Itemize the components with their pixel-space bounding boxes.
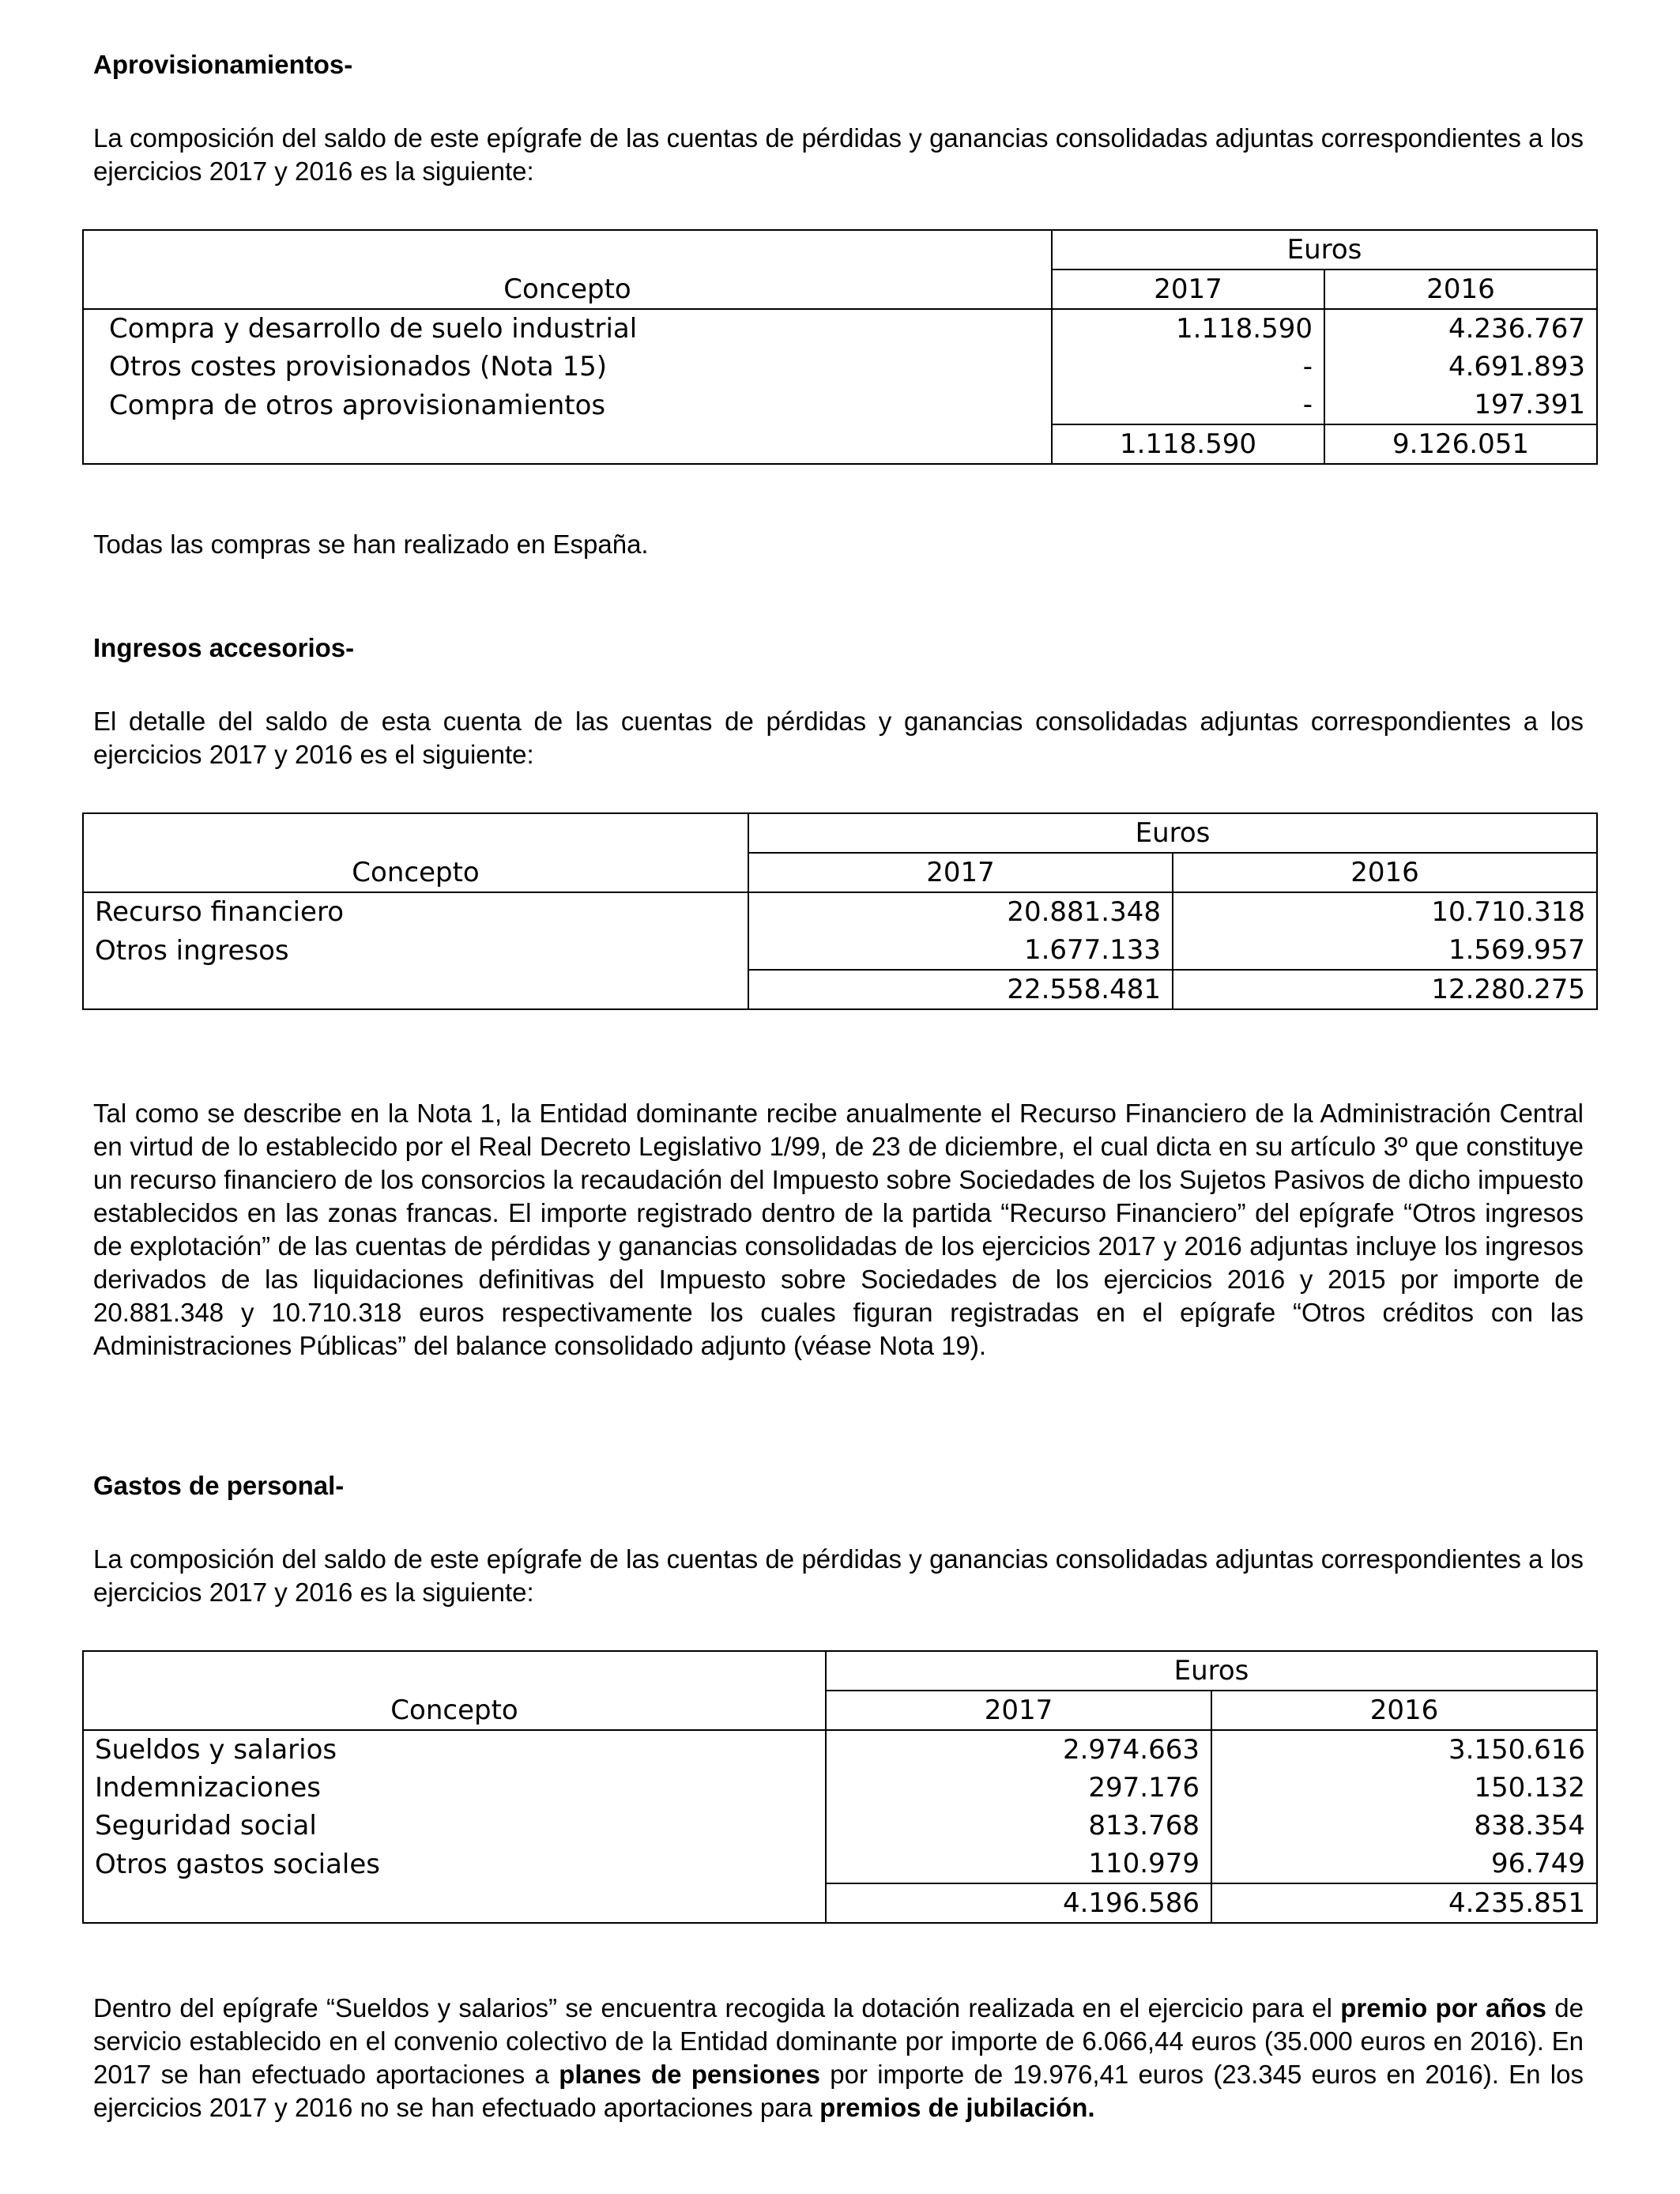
total-row (83, 1883, 1597, 1923)
value-2016: 1.569.957 (1173, 931, 1597, 970)
total-label-empty (83, 1883, 826, 1923)
value-2016: 4.691.893 (1324, 348, 1597, 386)
total-2016: 12.280.275 (1173, 970, 1597, 1009)
row-label: Recurso financiero (95, 896, 344, 928)
year-2016-header: 2016 (1173, 853, 1597, 892)
total-label-empty (83, 970, 748, 1009)
total-2017: 1.118.590 (1052, 424, 1324, 464)
year-2016-header: 2016 (1211, 1691, 1597, 1730)
value-2017: 813.768 (826, 1807, 1211, 1845)
euros-header: Euros (826, 1651, 1597, 1691)
total-row (83, 424, 1597, 464)
concept-header: Concepto (83, 813, 748, 892)
year-2016-header: 2016 (1324, 270, 1597, 309)
euros-header: Euros (1052, 230, 1597, 270)
value-2017: 20.881.348 (748, 892, 1173, 931)
table-row (83, 1807, 1597, 1845)
table-header-row (83, 813, 1597, 853)
table-row (83, 892, 1597, 931)
euros-header: Euros (748, 813, 1597, 853)
year-2017-header: 2017 (1052, 270, 1324, 309)
value-2017: - (1052, 386, 1324, 424)
row-label: Otros gastos sociales (95, 1848, 381, 1880)
row-label: Indemnizaciones (95, 1772, 321, 1804)
table-ingresos (82, 812, 1598, 1010)
row-label: Seguridad social (95, 1810, 317, 1842)
closing-bold-premio: premio por años (1340, 1993, 1547, 2022)
row-label: Sueldos y salarios (95, 1734, 337, 1766)
total-2016: 4.235.851 (1211, 1883, 1597, 1923)
explanation-recurso-financiero: Tal como se describe en la Nota 1, la Entidad dominante recibe anualmente el Recurso Financiero de la Administración Central en virtud de lo establecido por el Real Decreto Legislativo 1/99, de 23 de diciembre, el cual dicta en su artículo 3º que constituye un recurso financiero de los consorcios la recaudación del Impuesto sobre Sociedades de los Sujetos Pasivos de dicho impuesto establecidos en las zonas francas. El importe registrado dentro de la partida “Recurso Financiero” del epígrafe “Otros ingresos de explotación” de las cuentas de pérdidas y ganancias consolidadas de los ejercicios 2017 y 2016 adjuntas incluye los ingresos derivados de las liquidaciones definitivas del Impuesto sobre Sociedades de los ejercicios 2016 y 2015 por importe de 20.881.348 y 10.710.318 euros respectivamente los cuales figuran registradas en el epígrafe “Otros créditos con las Administraciones Públicas” del balance consolidado adjunto (véase Nota 19). (93, 1099, 1584, 1360)
closing-paragraph (93, 1992, 1584, 2124)
table-row (83, 386, 1597, 424)
year-2017-header: 2017 (748, 853, 1173, 892)
table-row (83, 931, 1597, 970)
heading-gastos: Gastos de personal- (93, 1471, 345, 1500)
closing-bold-planes: planes de pensiones (559, 2060, 820, 2089)
row-label: Compra y desarrollo de suelo industrial (109, 313, 638, 345)
intro-gastos: La composición del saldo de este epígrafe de las cuentas de pérdidas y ganancias consolidadas adjuntas correspondientes a los ejercicios 2017 y 2016 es la siguiente: (93, 1544, 1584, 1607)
value-2017: 297.176 (826, 1769, 1211, 1807)
concept-header: Concepto (83, 230, 1052, 309)
closing-text-2: de servicio establecido en el convenio colectivo de la Entidad dominante por importe de 6.066,44 euros (35.000 euros en 2016). En 2017 se han efectuado aportaciones a (93, 1993, 1584, 2089)
intro-aprovisionamientos: La composición del saldo de este epígrafe de las cuentas de pérdidas y ganancias consolidadas adjuntas correspondientes a los ejercicios 2017 y 2016 es la siguiente: (93, 123, 1584, 186)
closing-text-3: por importe de 19.976,41 euros (23.345 euros en 2016). En los ejercicios 2017 y 2016 no se han efectuado aportaciones para (93, 2060, 1584, 2122)
table-header-row (83, 230, 1597, 270)
closing-text-1: Dentro del epígrafe “Sueldos y salarios” se encuentra recogida la dotación realizada en el ejercicio para el (93, 1993, 1341, 2022)
total-2016: 9.126.051 (1324, 424, 1597, 464)
value-2016: 150.132 (1211, 1769, 1597, 1807)
value-2016: 197.391 (1324, 386, 1597, 424)
table-row (83, 348, 1597, 386)
value-2017: 1.677.133 (748, 931, 1173, 970)
heading-ingresos: Ingresos accesorios- (93, 633, 355, 662)
total-2017: 4.196.586 (826, 1883, 1211, 1923)
closing-bold-jubilacion: premios de jubilación. (819, 2093, 1095, 2122)
value-2016: 838.354 (1211, 1807, 1597, 1845)
value-2016: 10.710.318 (1173, 892, 1597, 931)
value-2016: 96.749 (1211, 1845, 1597, 1883)
heading-aprovisionamientos: Aprovisionamientos- (93, 50, 353, 79)
total-2017: 22.558.481 (748, 970, 1173, 1009)
value-2017: 1.118.590 (1052, 309, 1324, 348)
note-compras: Todas las compras se han realizado en España. (93, 530, 649, 559)
row-label: Otros costes provisionados (Nota 15) (109, 351, 608, 383)
row-label: Compra de otros aprovisionamientos (109, 389, 606, 421)
table-row (83, 309, 1597, 348)
row-label: Otros ingresos (95, 934, 289, 967)
table-row (83, 1769, 1597, 1807)
table-row (83, 1845, 1597, 1883)
value-2017: - (1052, 348, 1324, 386)
value-2017: 2.974.663 (826, 1730, 1211, 1769)
value-2016: 4.236.767 (1324, 309, 1597, 348)
table-gastos (82, 1650, 1598, 1924)
year-2017-header: 2017 (826, 1691, 1211, 1730)
table-aprovisionamientos (82, 229, 1598, 465)
intro-ingresos: El detalle del saldo de esta cuenta de las cuentas de pérdidas y ganancias consolidadas adjuntas correspondientes a los ejercicios 2017 y 2016 es el siguiente: (93, 707, 1584, 769)
total-row (83, 970, 1597, 1009)
value-2017: 110.979 (826, 1845, 1211, 1883)
total-label-empty (83, 424, 1052, 464)
table-row (83, 1730, 1597, 1769)
value-2016: 3.150.616 (1211, 1730, 1597, 1769)
table-header-row (83, 1651, 1597, 1691)
concept-header: Concepto (83, 1651, 826, 1730)
